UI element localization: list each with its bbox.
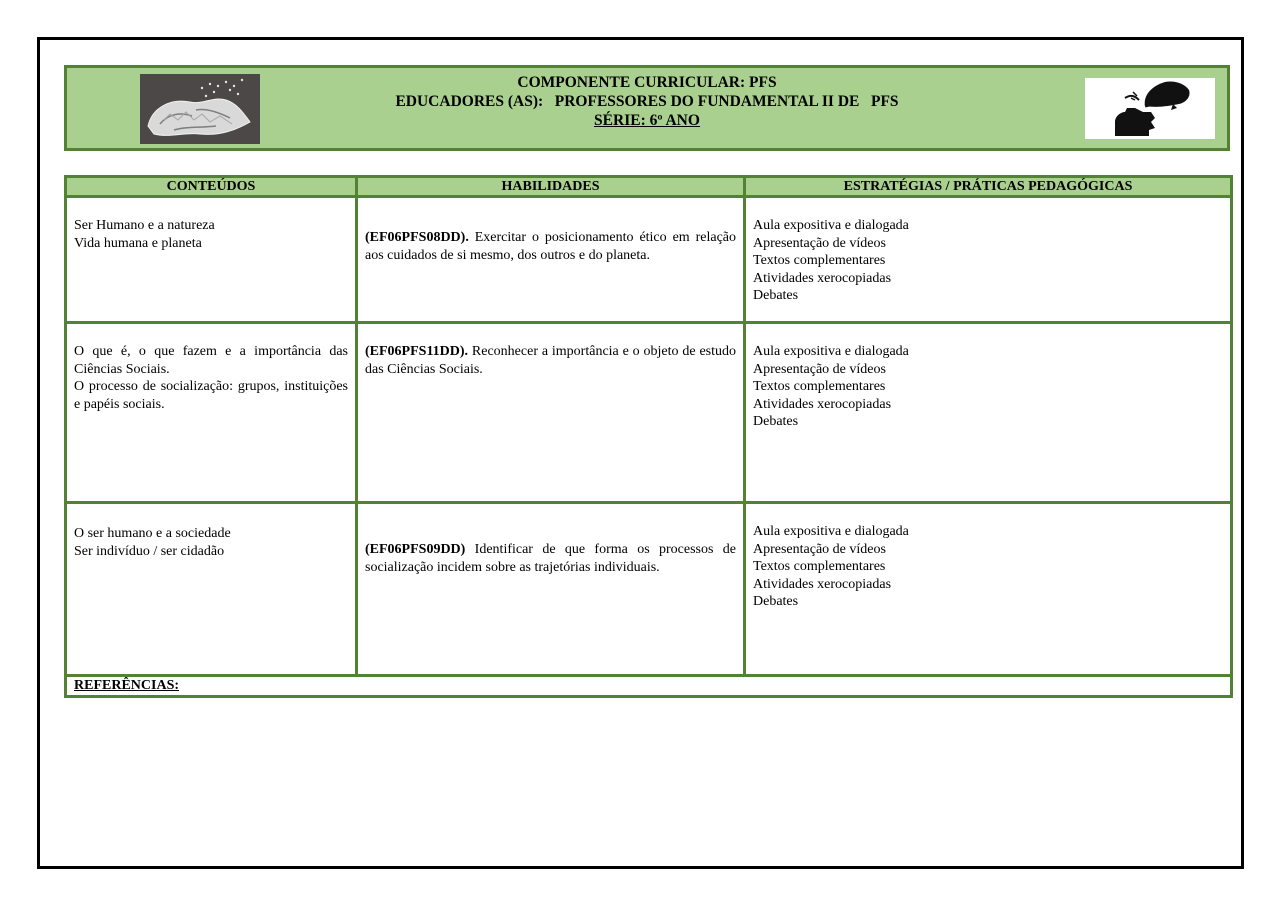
- table-row: [66, 197, 1232, 323]
- skill-description: Reconhecer a importância e o objeto de estudo das Ciências Sociais.: [365, 344, 736, 377]
- strategy-item: Apresentação de vídeos: [753, 361, 886, 377]
- strategy-item: Apresentação de vídeos: [753, 541, 886, 557]
- header-banner: [64, 65, 1230, 151]
- header-title-block: [67, 73, 1227, 130]
- skill-code: (EF06PFS08DD).: [365, 230, 469, 245]
- conteudos-cell: [66, 503, 357, 676]
- references-row: [66, 676, 1232, 697]
- skill-description: Identificar de que forma os processos de socialização incidem sobre as trajetórias individuais.: [365, 542, 736, 575]
- strategy-item: Debates: [753, 414, 799, 429]
- curricular-component-title: COMPONENTE CURRICULAR: PFS: [517, 74, 777, 91]
- educators-line: EDUCADORES (AS): PROFESSORES DO FUNDAMENTAL II DE PFS: [395, 93, 899, 110]
- conteudo-paragraph: O processo de socialização: grupos, instituições e papéis sociais.: [74, 379, 348, 412]
- strategy-item: Atividades xerocopiadas: [753, 270, 892, 286]
- strategy-item: Aula expositiva e dialogada: [753, 524, 909, 539]
- head-with-open-hat-icon: [1085, 78, 1215, 139]
- conteudo-paragraph: O que é, o que fazem e a importância das Ciências Sociais.: [74, 344, 348, 377]
- table-row: [66, 503, 1232, 676]
- column-header-conteudos: CONTEÚDOS: [66, 177, 357, 197]
- lesson-plan-table: [64, 175, 1233, 698]
- skill-code: (EF06PFS09DD): [365, 542, 466, 557]
- conteudo-item: Vida humana e planeta: [74, 235, 202, 251]
- habilidades-cell: [357, 323, 745, 503]
- references-label: REFERÊNCIAS:: [74, 678, 180, 693]
- habilidades-cell: [357, 503, 745, 676]
- conteudos-cell: [66, 323, 357, 503]
- strategy-item: Debates: [753, 594, 799, 609]
- strategy-item: Aula expositiva e dialogada: [753, 344, 909, 359]
- skill-description: Exercitar o posicionamento ético em relação aos cuidados de si mesmo, dos outros e do planeta.: [365, 230, 736, 263]
- table-row: [66, 323, 1232, 503]
- strategy-item: Atividades xerocopiadas: [753, 576, 892, 592]
- estrategias-cell: [745, 323, 1232, 503]
- references-cell: [66, 676, 1232, 697]
- conteudos-cell: [66, 197, 357, 323]
- column-header-habilidades: HABILIDADES: [357, 177, 745, 197]
- strategy-item: Atividades xerocopiadas: [753, 396, 892, 412]
- habilidades-cell: [357, 197, 745, 323]
- strategy-item: Debates: [753, 288, 799, 303]
- strategy-item: Apresentação de vídeos: [753, 235, 886, 251]
- conteudo-item: Ser indivíduo / ser cidadão: [74, 543, 225, 559]
- grade-line: SÉRIE: 6º ANO: [594, 112, 700, 129]
- strategy-item: Textos complementares: [753, 253, 886, 268]
- table-header-row: [66, 177, 1232, 197]
- column-header-estrategias: ESTRATÉGIAS / PRÁTICAS PEDAGÓGICAS: [745, 177, 1232, 197]
- strategy-item: Aula expositiva e dialogada: [753, 218, 909, 233]
- conteudo-item: O ser humano e a sociedade: [74, 526, 231, 541]
- skill-code: (EF06PFS11DD).: [365, 344, 469, 359]
- estrategias-cell: [745, 503, 1232, 676]
- conteudo-item: Ser Humano e a natureza: [74, 218, 215, 233]
- strategy-item: Textos complementares: [753, 379, 886, 394]
- strategy-item: Textos complementares: [753, 559, 886, 574]
- estrategias-cell: [745, 197, 1232, 323]
